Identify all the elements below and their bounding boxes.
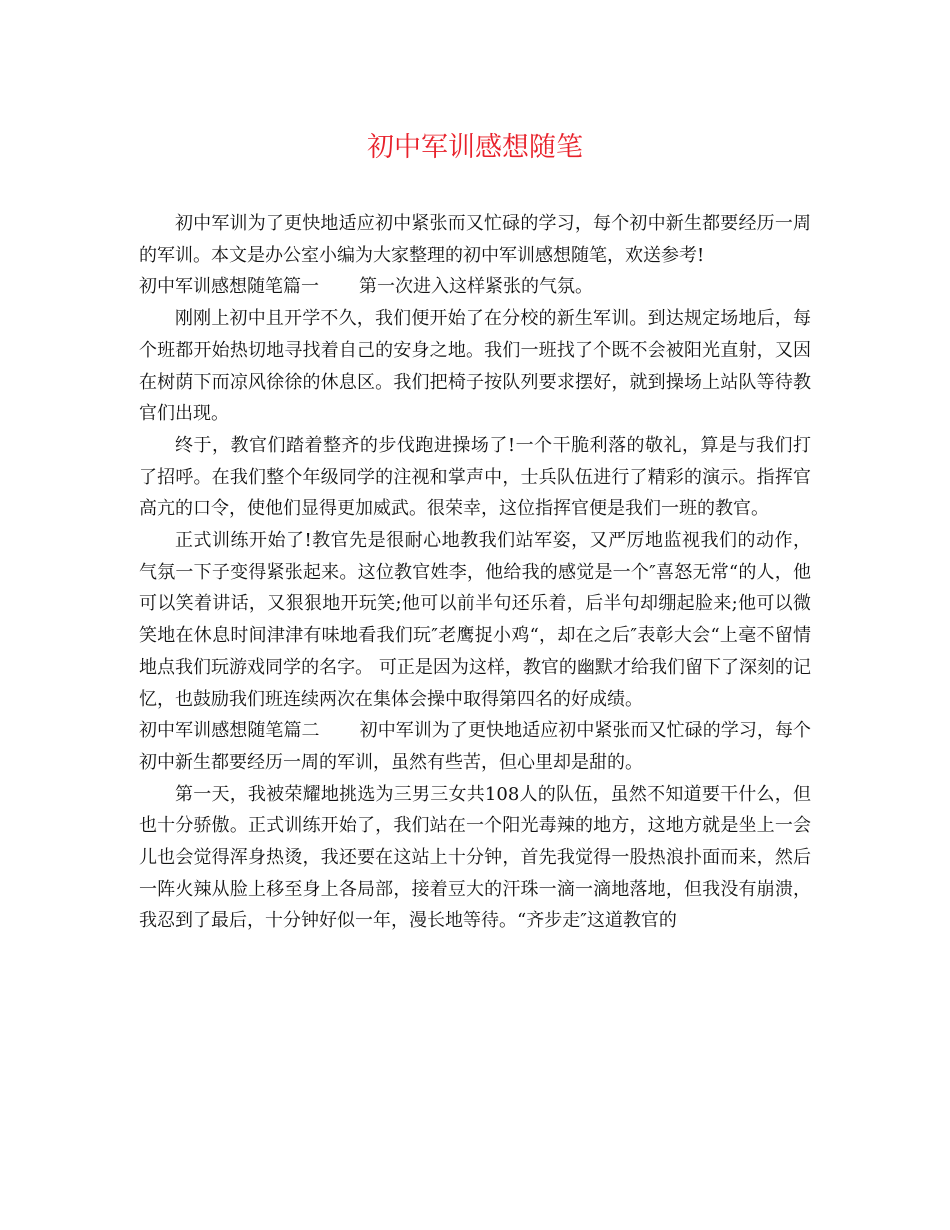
section-one-heading: 初中军训感想随笔篇一 <box>139 276 319 298</box>
paragraph-arrival: 刚刚上初中且开学不久，我们便开始了在分校的新生军训。到达规定场地后，每个班都开始热切地寻找着自己的安身之地。我们一班找了个既不会被阳光直射，又因 在树荫下而凉风徐徐的休息区。我们把椅子按队列要求摆好，就到操场上站队等待教官们出现。 <box>139 308 811 425</box>
section-two-heading: 初中军训感想随笔篇二 <box>139 720 320 742</box>
paragraph-instructors: 终于，教官们踏着整齐的步伐跑进操场了!一个干脆利落的敬礼，算是与我们打了招呼。在我们整个年级同学的注视和掌声中，士兵队伍进行了精彩的演示。指挥官高亢的口令，使他们显得更加威武。很荣幸，这位指挥官便是我们一班的教官。 <box>139 434 811 520</box>
document-title: 初中军训感想随笔 <box>367 132 583 163</box>
paragraph-training: 正式训练开始了!教官先是很耐心地教我们站军姿，又严厉地监视我们的动作，气氛一下子变得紧张起来。这位教官姓李，他给我的感觉是一个″喜怒无常“的人，他可以笑着讲话，又狠狠地开玩笑;他可以前半句还乐着，后半句却绷起脸来;他可以微笑地在休息时间津津有味地看我们玩″老鹰捉小鸡“，却在之后″表彰大会“上毫不留情地点我们玩游戏同学的名字。 可正是因为这样，教官的幽默才给我们留下了深刻的记忆，也鼓励我们班连续两次在集体会操中取得第四名的好成绩。 <box>139 530 811 710</box>
section-two-lead: 初中军训为了更快地适应初中紧张而又忙碌的学习，每个初中新生都要经历一周的军训，虽然有些苦，但心里却是甜的。 <box>139 720 812 773</box>
document-body <box>139 208 811 937</box>
paragraph-first-day: 第一天，我被荣耀地挑选为三男三女共108人的队伍，虽然不知道要干什么，但也十分骄傲。正式训练开始了，我们站在一个阳光毒辣的地方，这地方就是坐上一会儿也会觉得浑身热烫，我还要在这站上十分钟，首先我觉得一股热浪扑面而来，然后一阵火辣从脸上移至身上各局部，接着豆大的汗珠一滴一滴地落地，但我没有崩溃，我忍到了最后，十分钟好似一年，漫长地等待。“齐步走″这道教官的 <box>139 783 811 932</box>
paragraph-section-one-heading <box>139 271 811 303</box>
section-one-lead: 第一次进入这样紧张的气氛。 <box>359 276 593 298</box>
paragraph-intro: 初中军训为了更快地适应初中紧张而又忙碌的学习，每个初中新生都要经历一周的军训。本文是办公室小编为大家整理的初中军训感想随笔，欢送参考! <box>139 213 811 266</box>
paragraph-section-two-heading <box>139 715 811 778</box>
